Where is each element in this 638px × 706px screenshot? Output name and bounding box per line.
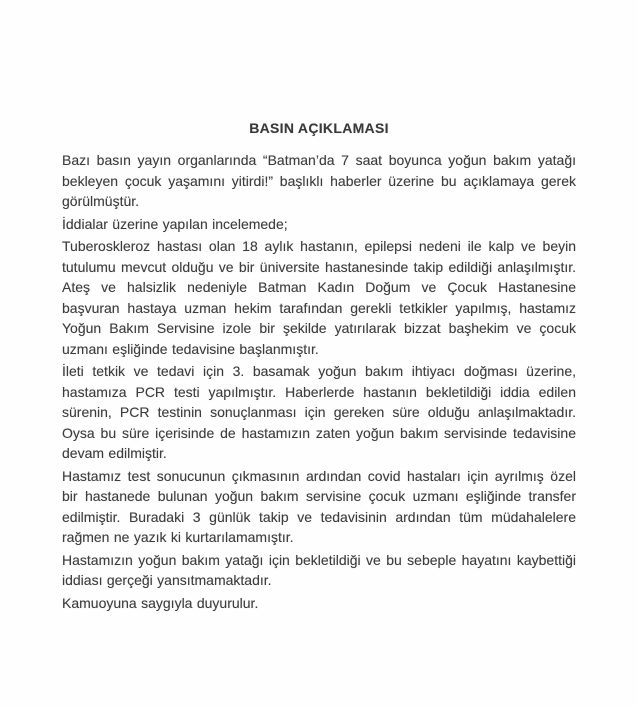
paragraph-claims-lead: İddialar üzerine yapılan incelemede; (62, 215, 288, 232)
paragraph-patient-history: Tuberoskleroz hastası olan 18 aylık hastanın, epilepsi nedeni ile kalp ve beyin tutulumu mevcut olduğu ve bir üniversite hastanesinde takip edildiği anlaşılmıştır. Ateş ve halsizlik nedeniyle Batman Kadın Doğum ve Çocuk Hastanesine başvuran hastaya uzman hekim tarafından gerekli tetkikler yapılmış, hastamız Yoğun Bakım Servisine izole bir şekilde yatırılarak bizzat başhekim ve çocuk uzmanı eşliğinde tedavisine başlanmıştır. (62, 238, 576, 357)
paragraph-closing: Kamuoyuna saygıyla duyurulur. (62, 594, 259, 611)
paragraph-pcr-test: İleti tetkik ve tedavi için 3. basamak yoğun bakım ihtiyacı doğması üzerine, hastamıza PCR testi yapılmıştır. Haberlerde hastanın bekletildiği iddia edilen sürenin, PCR testinin sonuçlanması için gereken süre olduğu anlaşılmaktadır. Oysa bu süre içerisinde de hastamızın zaten yoğun bakım servisinde tedavisine devam edilmiştir. (62, 363, 576, 461)
paragraph-transfer: Hastamız test sonucunun çıkmasının ardından covid hastaları için ayrılmış özel bir hastanede bulunan yoğun bakım servisine çocuk uzmanı eşliğinde transfer edilmiştir. Buradaki 3 günlük takip ve tedavisinin ardından tüm müdahalelere rağmen ne yazık ki kurtarılamamıştır. (62, 467, 576, 545)
document-title: BASIN AÇIKLAMASI (249, 120, 389, 136)
paragraph-intro: Bazı basın yayın organlarında “Batman’da 7 saat boyunca yoğun bakım yatağı bekleyen çocuk yaşamını yitirdi!” başlıklı haberler üzerine bu açıklamaya gerek görülmüştür. (62, 152, 576, 209)
paragraph-denial: Hastamızın yoğun bakım yatağı için bekletildiği ve bu sebeple hayatını kaybettiği iddiası gerçeği yansıtmamaktadır. (62, 551, 576, 588)
